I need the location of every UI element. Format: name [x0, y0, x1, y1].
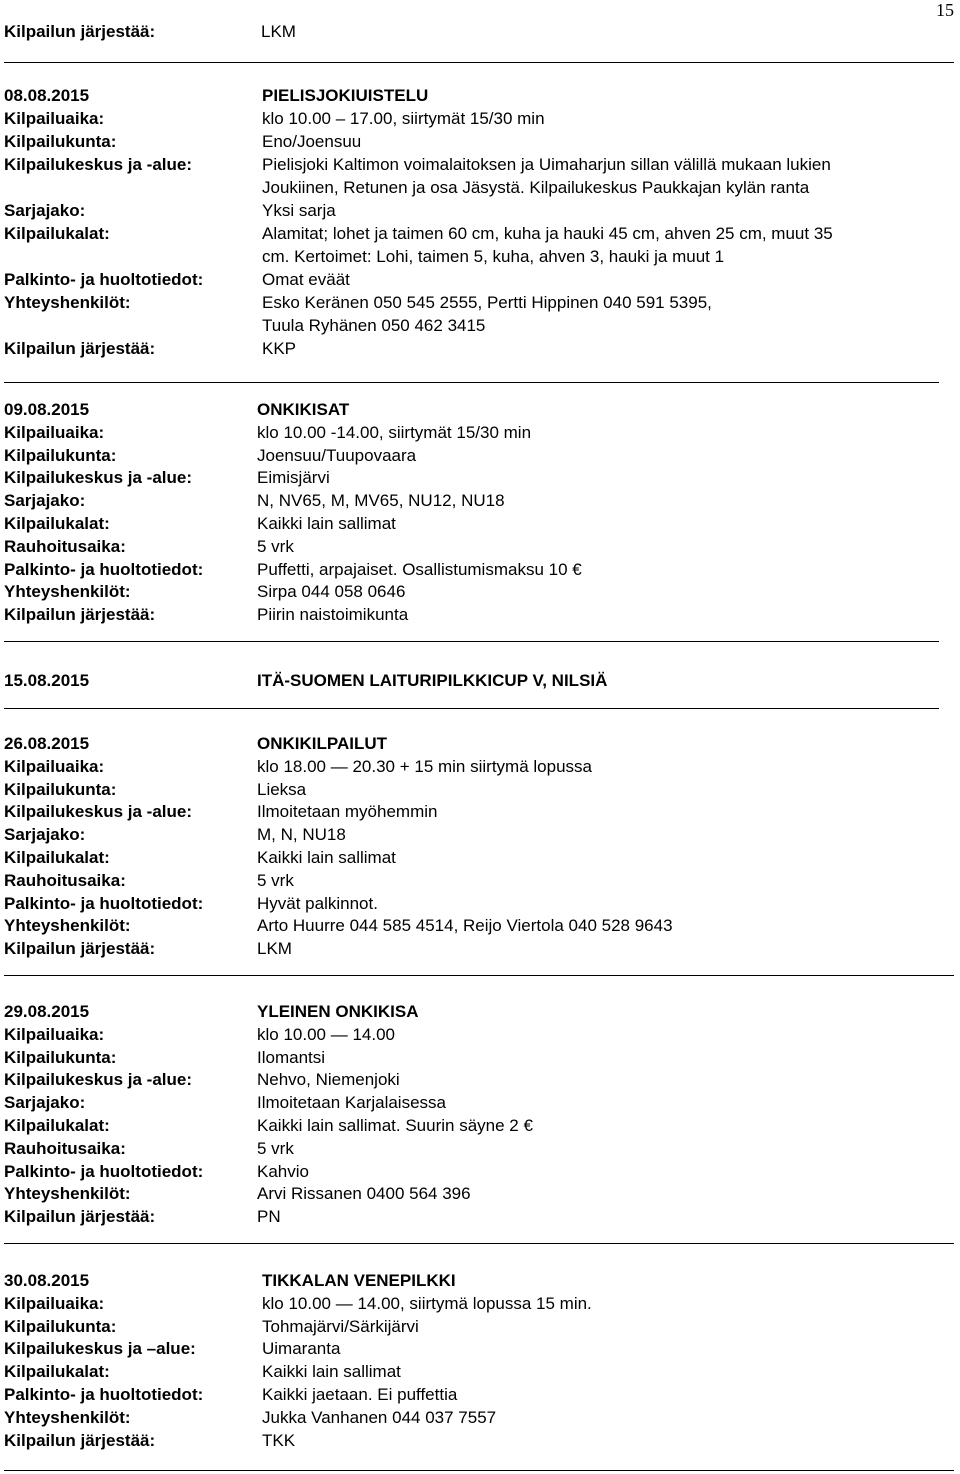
field-label: Kilpailukunta: — [4, 1047, 117, 1067]
field-label: Palkinto- ja huoltotiedot: — [4, 270, 204, 289]
field-label: Kilpailukalat: — [4, 848, 110, 867]
field-value: Uimaranta — [262, 1339, 341, 1359]
field-value: Yksi sarja — [262, 201, 336, 220]
field-value: Hyvät palkinnot. — [257, 893, 378, 913]
field-value: Pielisjoki Kaltimon voimalaitoksen ja Uimaharjun sillan välillä mukaan lukien — [262, 155, 831, 174]
field-label: Kilpailun järjestää: — [4, 939, 156, 959]
field-label: Kilpailuaika: — [4, 109, 105, 128]
field-value: Lieksa — [257, 779, 307, 799]
field-value: Omat eväät — [262, 270, 350, 289]
field-label: Rauhoitusaika: — [4, 536, 126, 556]
field-value: 5 vrk — [257, 1138, 294, 1158]
field-value: Kahvio — [257, 1161, 309, 1181]
field-value: PN — [257, 1207, 281, 1227]
field-label: Kilpailuaika: — [4, 756, 105, 776]
divider — [4, 641, 939, 642]
field-label: Yhteyshenkilöt: — [4, 293, 131, 312]
divider — [4, 382, 939, 383]
field-value: klo 10.00 – 17.00, siirtymät 15/30 min — [262, 109, 545, 128]
field-label: Kilpailukeskus ja -alue: — [4, 1070, 193, 1090]
field-value: Piirin naistoimikunta — [257, 605, 409, 625]
field-value: Kaikki lain sallimat — [262, 1362, 401, 1382]
field-value: klo 10.00 — 14.00, siirtymä lopussa 15 min. — [262, 1293, 592, 1313]
field-label: Kilpailun järjestää: — [4, 1207, 156, 1227]
field-label: Kilpailukunta: — [4, 132, 117, 151]
field-label: Kilpailukunta: — [4, 779, 117, 799]
page-number: 15 — [936, 0, 954, 20]
field-value: cm. Kertoimet: Lohi, taimen 5, kuha, ahven 3, hauki ja muut 1 — [262, 247, 725, 266]
field-label: Kilpailukalat: — [4, 514, 110, 533]
field-label: Kilpailun järjestää: — [4, 1430, 156, 1450]
field-value: M, N, NU18 — [257, 825, 346, 845]
field-value: klo 10.00 -14.00, siirtymät 15/30 min — [257, 422, 532, 442]
field-value: klo 18.00 — 20.30 + 15 min siirtymä lopussa — [257, 756, 592, 776]
field-label: Yhteyshenkilöt: — [4, 582, 131, 602]
field-value: Alamitat; lohet ja taimen 60 cm, kuha ja hauki 45 cm, ahven 25 cm, muut 35 — [262, 224, 833, 243]
field-value: Ilmoitetaan myöhemmin — [257, 802, 438, 822]
event-title: ONKIKILPAILUT — [257, 734, 388, 753]
divider — [4, 708, 939, 709]
field-value: Eno/Joensuu — [262, 132, 362, 151]
field-label: Kilpailuaika: — [4, 1024, 105, 1044]
field-label: Palkinto- ja huoltotiedot: — [4, 1161, 204, 1181]
field-label: Kilpailukeskus ja –alue: — [4, 1339, 196, 1359]
event-date: 30.08.2015 — [4, 1271, 90, 1290]
field-value: Kaikki lain sallimat — [257, 848, 396, 867]
field-label: Kilpailukunta: — [4, 445, 117, 465]
divider — [4, 1243, 954, 1244]
field-label: Palkinto- ja huoltotiedot: — [4, 559, 204, 579]
field-label: Kilpailukunta: — [4, 1316, 117, 1336]
field-value: Tohmajärvi/Särkijärvi — [262, 1316, 419, 1336]
event-title: PIELISJOKIUISTELU — [262, 86, 429, 105]
field-value: Kaikki jaetaan. Ei puffettia — [262, 1385, 458, 1404]
field-label: Kilpailun järjestää: — [4, 605, 156, 625]
field-label: Kilpailukeskus ja -alue: — [4, 155, 193, 174]
field-label: Sarjajako: — [4, 825, 86, 845]
field-label: Yhteyshenkilöt: — [4, 916, 131, 936]
top-organizer-label: Kilpailun järjestää: — [4, 22, 156, 41]
field-value: Ilomantsi — [257, 1047, 326, 1067]
field-value: TKK — [262, 1430, 296, 1450]
field-label: Kilpailukeskus ja -alue: — [4, 468, 193, 488]
field-value: klo 10.00 — 14.00 — [257, 1024, 395, 1044]
field-label: Palkinto- ja huoltotiedot: — [4, 893, 204, 913]
divider — [4, 62, 954, 63]
field-value: LKM — [257, 939, 292, 959]
field-value: 5 vrk — [257, 536, 294, 556]
event-date: 26.08.2015 — [4, 734, 90, 753]
field-label: Kilpailukalat: — [4, 1116, 110, 1135]
field-label: Kilpailukeskus ja -alue: — [4, 802, 193, 822]
field-value: Arvi Rissanen 0400 564 396 — [257, 1184, 471, 1204]
field-label: Rauhoitusaika: — [4, 1138, 126, 1158]
field-value: Tuula Ryhänen 050 462 3415 — [262, 316, 486, 335]
event-title: ONKIKISAT — [257, 400, 350, 419]
field-label: Sarjajako: — [4, 201, 86, 220]
field-label: Palkinto- ja huoltotiedot: — [4, 1385, 204, 1404]
field-value: Jukka Vanhanen 044 037 7557 — [262, 1407, 497, 1427]
field-label: Kilpailuaika: — [4, 422, 105, 442]
divider — [4, 975, 954, 976]
field-value: N, NV65, M, MV65, NU12, NU18 — [257, 491, 505, 511]
field-value: Kaikki lain sallimat — [257, 514, 396, 533]
field-value: Esko Keränen 050 545 2555, Pertti Hippinen 040 591 5395, — [262, 293, 712, 312]
event-title: YLEINEN ONKIKISA — [257, 1002, 419, 1021]
event-date: 15.08.2015 — [4, 671, 90, 690]
field-value: Arto Huurre 044 585 4514, Reijo Viertola 040 528 9643 — [257, 916, 673, 936]
field-label: Kilpailuaika: — [4, 1293, 105, 1313]
event-title: TIKKALAN VENEPILKKI — [262, 1271, 456, 1290]
field-value: Kaikki lain sallimat. Suurin säyne 2 € — [257, 1116, 533, 1135]
field-value: 5 vrk — [257, 870, 294, 890]
field-value: Joukiinen, Retunen ja osa Jäsystä. Kilpailukeskus Paukkajan kylän ranta — [262, 178, 810, 197]
field-value: KKP — [262, 339, 297, 358]
event-title: ITÄ-SUOMEN LAITURIPILKKICUP V, NILSIÄ — [257, 671, 608, 690]
field-label: Kilpailun järjestää: — [4, 339, 156, 358]
field-label: Yhteyshenkilöt: — [4, 1184, 131, 1204]
field-label: Kilpailukalat: — [4, 224, 110, 243]
field-value: Puffetti, arpajaiset. Osallistumismaksu 10 € — [257, 559, 582, 579]
field-value: Sirpa 044 058 0646 — [257, 582, 406, 602]
event-date: 09.08.2015 — [4, 400, 90, 419]
event-date: 08.08.2015 — [4, 86, 90, 105]
field-label: Yhteyshenkilöt: — [4, 1407, 131, 1427]
field-label: Sarjajako: — [4, 491, 86, 511]
top-organizer-value: LKM — [261, 22, 296, 41]
event-date: 29.08.2015 — [4, 1002, 90, 1021]
field-label: Sarjajako: — [4, 1093, 86, 1113]
field-label: Rauhoitusaika: — [4, 870, 126, 890]
field-value: Ilmoitetaan Karjalaisessa — [257, 1093, 446, 1113]
field-value: Eimisjärvi — [257, 468, 330, 488]
field-value: Nehvo, Niemenjoki — [257, 1070, 400, 1090]
field-value: Joensuu/Tuupovaara — [257, 445, 417, 465]
field-label: Kilpailukalat: — [4, 1362, 110, 1382]
divider — [4, 1470, 954, 1471]
